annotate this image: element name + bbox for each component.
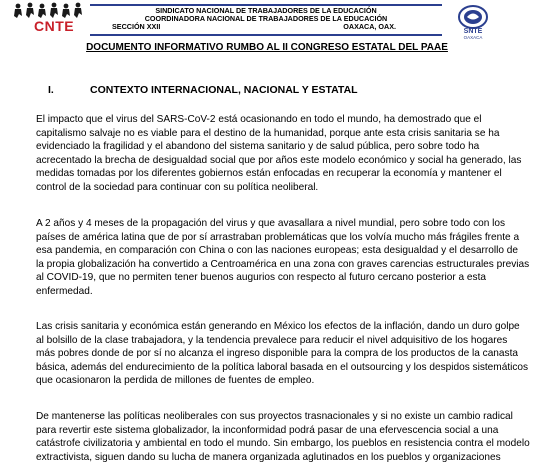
paragraph-line: Las crisis sanitaria y económica están generando en México los efectos de la inflación, dando un duro golpe — [36, 321, 520, 332]
paragraph-3 — [36, 320, 529, 388]
paragraph-line: evidenciado la fragilidad y el abandono del sistema sanitario y de salud pública, pero sobre todo ha — [36, 141, 480, 153]
letterhead — [0, 0, 534, 42]
paragraph-line: para revertir este sistema globalizador, la inconformidad podrá pasar de una efervescencia social a una — [36, 424, 499, 436]
paragraph-line: esa pandemia, en comparación con China o con las naciones europeas; esta desigualdad y el desarrollo de — [36, 245, 519, 257]
section-number: I. — [48, 84, 54, 96]
paragraph-line: que ocasionaron la perdida de millones de fuentes de empleo. — [36, 375, 315, 387]
paragraph-line: enfermedad. — [36, 285, 93, 297]
document-title: DOCUMENTO INFORMATIVO RUMBO AL II CONGRESO ESTATAL DEL PAAE — [86, 42, 448, 53]
cnte-logo — [8, 2, 88, 40]
union-name-box — [90, 4, 442, 36]
snte-seal-icon — [446, 4, 500, 40]
snte-logo-subtext: OAXACA — [463, 35, 483, 40]
union-name-line1: SINDICATO NACIONAL DE TRABAJADORES DE LA EDUCACIÓN — [155, 6, 377, 15]
section-label: SECCIÓN XXII — [112, 22, 161, 31]
paragraph-1 — [36, 113, 522, 195]
paragraph-line: De mantenerse las políticas neoliberales con sus proyectos trasnacionales y si no existe un cambio radical — [36, 411, 513, 422]
paragraph-line: A 2 años y 4 meses de la propagación del virus y que avasallara a nivel mundial, pero sobre todo con los — [36, 218, 506, 229]
paragraph-2 — [36, 217, 530, 299]
paragraph-line: al COVID-19, que no permiten tener buenos augurios con respecto al futuro cercano posterior a esta — [36, 272, 486, 284]
snte-logo-text: SNTE — [463, 28, 483, 35]
paragraph-line: la propia globalización ha convertido a Centroamérica en una zona con graves carencias estructurales previas — [36, 258, 530, 270]
paragraph-line: El impacto que el virus del SARS-CoV-2 está ocasionando en todo el mundo, ha demostrado que el — [36, 114, 482, 125]
paragraph-line: países de américa latina que de por sí arrastraban problemáticas que los volvía mucho más frágiles frente a — [36, 231, 520, 243]
paragraph-line: catástrofe civilizatoria y ambiental en todo el mundo. Sin embargo, los pueblos en resistencia contra el modelo — [36, 438, 530, 450]
paragraph-line: capitalismo salvaje no es viable para el destino de la humanidad, porque ante esta crisis sanitaria se ha — [36, 127, 500, 139]
paragraph-line: medidas tomadas por los diferentes gobiernos están enfocadas en recuperar la economía y mantener el — [36, 168, 502, 180]
paragraph-line: al bolsillo de la clase trabajadora, y la tendencia prevalece para reducir el nivel adquisitivo de los hogares — [36, 334, 508, 346]
paragraph-line: acrecentado la brecha de desigualdad social que por años este modelo económico y social ha generado, las — [36, 154, 522, 166]
paragraph-line: más pobres donde de por sí no alcanza el ingreso disponible para la compra de los productos de la canasta — [36, 348, 518, 360]
paragraph-line: extractivista, siguen dando su lucha de manera organizada aglutinados en los pueblos y organizaciones — [36, 451, 501, 462]
paragraph-4 — [36, 410, 530, 462]
snte-logo — [446, 4, 500, 40]
location-label: OAXACA, OAX. — [343, 22, 396, 31]
union-name-line2: COORDINADORA NACIONAL DE TRABAJADORES DE LA EDUCACIÓN — [144, 14, 388, 23]
section-title: CONTEXTO INTERNACIONAL, NACIONAL Y ESTATAL — [90, 84, 358, 96]
paragraph-line: básica, además del endurecimiento de la política laboral basada en el outsourcing y los despidos sistemáticos — [36, 361, 529, 373]
paragraph-line: control de la sociedad para continuar con su política neoliberal. — [36, 181, 319, 193]
cnte-logo-text: CNTE — [34, 18, 75, 34]
